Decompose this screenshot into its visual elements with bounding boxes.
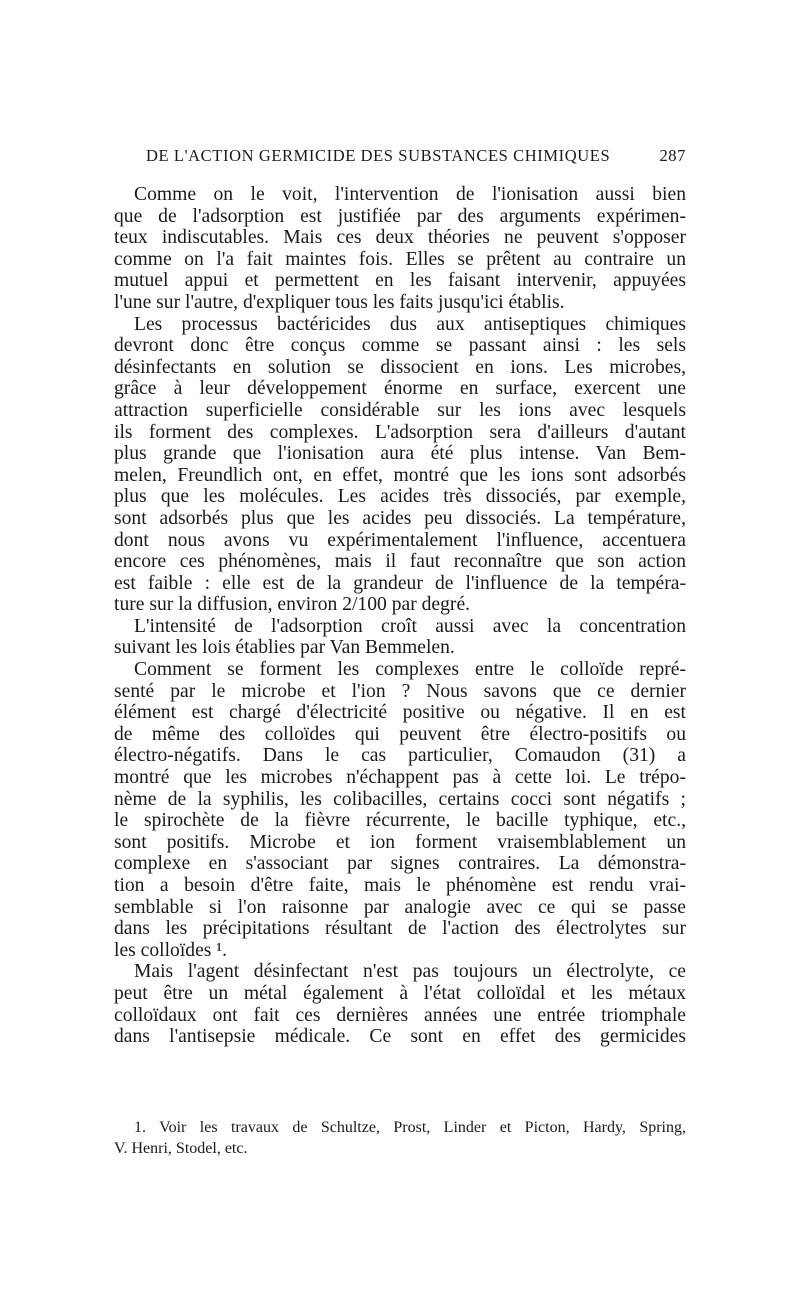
text-line: sont adsorbés plus que les acides peu dissociés. La température, [114,507,686,529]
text-line: attraction superficielle considérable sur les ions avec lesquels [114,399,686,421]
text-line: tion a besoin d'être faite, mais le phénomène est rendu vrai- [114,875,686,896]
text-line: de même des colloïdes qui peuvent être électro-positifs ou [114,723,686,745]
footnotes [114,1117,686,1159]
text-line: Comme on le voit, l'intervention de l'ionisation aussi bien [134,184,686,205]
text-line: semblable si l'on raisonne par analogie avec ce qui se passe [114,896,686,918]
footnote-line: V. Henri, Stodel, etc. [114,1140,248,1157]
text-line: comme on l'a fait maintes fois. Elles se prêtent au contraire un [114,248,686,270]
text-line: plus que les molécules. Les acides très dissociés, par exemple, [114,486,686,508]
text-line: nème de la syphilis, les colibacilles, certains cocci sont négatifs ; [114,788,686,810]
text-line: Mais l'agent désinfectant n'est pas toujours un électrolyte, ce [134,961,686,983]
text-line: devront donc être conçus comme se passant ainsi : les sels [114,335,686,357]
text-line: senté par le microbe et l'ion ? Nous savons que ce dernier [114,680,686,702]
text-line: Comment se forment les complexes entre le colloïde repré- [134,659,686,681]
text-line: sont positifs. Microbe et ion forment vraisemblablement un [114,831,686,853]
text-line: désinfectants en solution se dissocient en ions. Les microbes, [114,356,686,378]
page-number: 287 [659,146,686,165]
text-line: montré que les microbes n'échappent pas à cette loi. Le trépo- [114,767,686,789]
text-line: encore ces phénomènes, mais il faut reconnaître que son action [114,551,686,573]
body-text [114,184,686,1048]
text-line: ils forment des complexes. L'adsorption sera d'ailleurs d'autant [114,421,686,443]
text-line: L'intensité de l'adsorption croît aussi avec la concentration [134,615,686,637]
text-line: suivant les lois établies par Van Bemmelen. [114,637,455,659]
text-line: dont nous avons vu expérimentalement l'influence, accentuera [114,529,686,551]
text-line: melen, Freundlich ont, en effet, montré que les ions sont adsorbés [114,464,686,486]
text-line: électro-négatifs. Dans le cas particulier, Comaudon (31) a [114,745,686,767]
text-line: élément est chargé d'électricité positive ou négative. Il en est [114,702,686,724]
text-line: peut être un métal également à l'état colloïdal et les métaux [114,982,686,1004]
text-line: ture sur la diffusion, environ 2/100 par degré. [114,594,471,616]
text-line: grâce à leur développement énorme en surface, exercent une [114,378,686,400]
text-line: teux indiscutables. Mais ces deux théories ne peuvent s'opposer [114,227,686,249]
text-line: colloïdaux ont fait ces dernières années une entrée triomphale [114,1004,686,1026]
text-line: l'une sur l'autre, d'expliquer tous les faits jusqu'ici établis. [114,291,565,313]
footnote-line: 1. Voir les travaux de Schultze, Prost, Linder et Picton, Hardy, Spring, [134,1119,686,1136]
text-line: mutuel appui et permettent en les faisant intervenir, appuyées [114,270,686,292]
text-line: plus grande que l'ionisation aura été plus intense. Van Bem- [114,443,686,465]
text-line: Les processus bactéricides dus aux antiseptiques chimiques [134,313,686,335]
text-line: dans les précipitations résultant de l'action des électrolytes sur [114,918,686,940]
text-line: est faible : elle est de la grandeur de l'influence de la tempéra- [114,572,686,594]
text-line: complexe en s'associant par signes contraires. La démonstra- [114,853,686,875]
running-title: DE L'ACTION GERMICIDE DES SUBSTANCES CHIMIQUES [146,146,611,165]
running-header [146,146,686,170]
text-line: dans l'antisepsie médicale. Ce sont en effet des germicides [114,1026,686,1048]
text-line: le spirochète de la fièvre récurrente, le bacille typhique, etc., [114,810,686,832]
text-line: que de l'adsorption est justifiée par des arguments expérimen- [114,205,686,227]
text-line: les colloïdes ¹. [114,939,228,961]
